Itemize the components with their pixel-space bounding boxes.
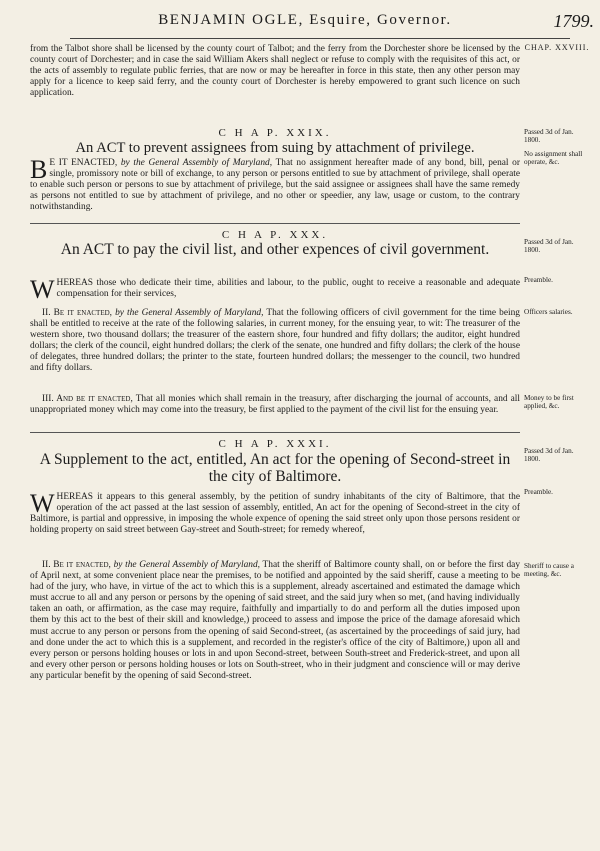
chap30-s3-body: That all monies which shall remain in the treasury, after discharging the journal of accounts, and all unappropriated money which may come into the treasury, be first applied to the payment of the civil list for the ensuing year. xyxy=(30,394,520,416)
chap31-s2-body: That the sheriff of Baltimore county shall, on or before the first day of April next, at some convenient place near the premises, to be notified and appointed by the said sheriff, cause a meeting to be had of the jury, who have, in virtue of the act to which this is a supplement, already ascertained and estimated the damage which must accrue to all and any person or persons by the opening of said street, and the said jury when so met, (and having individually taken an oath, or affirmation, as the case may require, faithfully and impartially to do and perform all the duties imposed upon them by this act to the best of their skill and knowledge,) proceed to assess and impose the price of the damage aforesaid which must accrue to any person or persons from the opening of said Second-street, (as ascertained by the proceedings of said jury, had and done under the act to which this is a supplement, and recorded in the register's office of the city of Baltimore,) upon all and every person or persons holding houses or lots in and upon Second-street, between South-street and Frederick-street, and upon all and every other person or persons holding houses or lots on South-street, who in their judgment and conscience will or may derive any particular benefit by the opening of said Second-street. xyxy=(30,560,521,681)
page-year: 1799. xyxy=(553,11,594,31)
chap29-dropcap: B xyxy=(30,155,48,184)
chap30-margin-money: Money to be first applied, &c. xyxy=(524,394,574,411)
section-rule xyxy=(30,223,520,224)
running-head xyxy=(70,8,594,39)
chap31-section2-text xyxy=(30,560,520,682)
chap30-margin-officers: Officers salaries. xyxy=(524,308,573,316)
running-head-title: BENJAMIN OGLE, Esquire, Governor. xyxy=(158,12,452,28)
chap31-margin-passed: Passed 3d of Jan. 1800. xyxy=(524,447,574,464)
chap30-preamble-lead: HEREAS xyxy=(56,278,94,288)
chap31-s2-italic: by the General Assembly of Maryland, xyxy=(113,560,260,570)
chap31-title: A Supplement to the act, entitled, An act for the opening of Second-street in the city of Baltimore. xyxy=(39,451,511,485)
chap30-s2-italic: by the General Assembly of Maryland, xyxy=(115,308,264,318)
chap31-preamble-text xyxy=(30,489,520,536)
chap31-margin-preamble: Preamble. xyxy=(524,488,553,496)
chap31-preamble-body: it appears to this general assembly, by the petition of sundry inhabitants of the city of Baltimore, that the operation of the act passed at the last session of assembly, entitled, An act for the opening of Second-street in the city of Baltimore, is partial and oppressive, in imposing the whole expence of opening the said street only upon those persons resident or holding property on said street between Gay-street and South-street; for remedy whereof, xyxy=(30,492,520,536)
chap30-section3-text xyxy=(30,394,520,416)
chap30-preamble-text xyxy=(30,275,520,304)
chap29-enact-italic: by the General Assembly of Maryland, xyxy=(120,158,273,168)
chap30-title: An ACT to pay the civil list, and other expences of civil government. xyxy=(60,241,490,258)
chap29-label: C H A P. XXIX. xyxy=(218,127,332,139)
chap30-preamble-dropcap: W xyxy=(30,275,55,304)
chap30-section2-text xyxy=(30,308,520,375)
chap31-preamble-lead: HEREAS xyxy=(56,492,94,502)
chap29-enact-lead: E IT ENACTED, xyxy=(49,158,118,168)
chap30-s2-body: That the following officers of civil government for the time being shall be entitled to receive at the rate of the following salaries, in current money, for the ensuing year, to wit: The treasurer of the western shore, two thousand dollars; the treasurer of the eastern shore, four hundred and fifty dollars; the auditor, eight hundred dollars; the clerk of the council, eight hundred dollars; the clerk of the senate, one hundred and fifty dollars; the clerk of the house of delegates, three hundred dollars; the printer to the state, fourteen hundred dollars; the messenger to the council, two hundred and fifty dollars. xyxy=(30,308,520,374)
chap31-label: C H A P. XXXI. xyxy=(218,438,332,450)
section-rule xyxy=(30,432,520,433)
chap28-margin-label: CHAP. XXVIII. xyxy=(524,43,590,52)
chap29-enact-body: That no assignment hereafter made of any bond, bill, penal or single, promissory note or bill of exchange, to any person or persons entitled to sue by attachment of privilege, shall operate to enable such person or persons to sue by attachment of privilege, but the said assignee or assignees shall have the same remedy as persons not entitled to sue by attachment of privilege, and no other or speedier, any law, usage or custom, to the contrary notwithstanding. xyxy=(30,158,520,213)
chap29-title: An ACT to prevent assignees from suing by attachment of privilege. xyxy=(75,140,475,156)
chap28-continuation-text: from the Talbot shore shall be licensed by the county court of Talbot; and the ferry from the Dorchester shore be licensed by the county court of Dorchester; and in case the said William Akers shall neglect or refuse to comply with the requisites of this act, or the acts of assembly to regulate public ferries, that are now or may be hereafter in force in this state, then any other person may apply for a licence to keep said ferry, and the county court of Dorchester is hereby empowered to grant such licence on such application. xyxy=(30,44,520,99)
chap30-s3-lead: III. And be it enacted, xyxy=(42,394,133,404)
chap29-margin-passed: Passed 3d of Jan. 1800. xyxy=(524,128,574,145)
chap31-preamble-dropcap: W xyxy=(30,489,55,518)
chap29-enacting-text xyxy=(30,155,520,213)
chap30-preamble-body: those who dedicate their time, abilities and labour, to the public, ought to receive a reasonable and adequate compensation for their services, xyxy=(56,278,520,300)
chap30-label: C H A P. XXX. xyxy=(221,229,329,241)
chap30-s2-lead: II. Be it enacted, xyxy=(42,308,113,318)
chap29-margin-note: No assignment shall operate, &c. xyxy=(524,150,583,167)
chap30-margin-preamble: Preamble. xyxy=(524,276,553,284)
chap31-s2-lead: II. Be it enacted, xyxy=(42,560,111,570)
chap31-margin-sheriff: Sheriff to cause a meeting, &c. xyxy=(524,562,574,579)
chap30-margin-passed: Passed 3d of Jan. 1800. xyxy=(524,238,574,255)
